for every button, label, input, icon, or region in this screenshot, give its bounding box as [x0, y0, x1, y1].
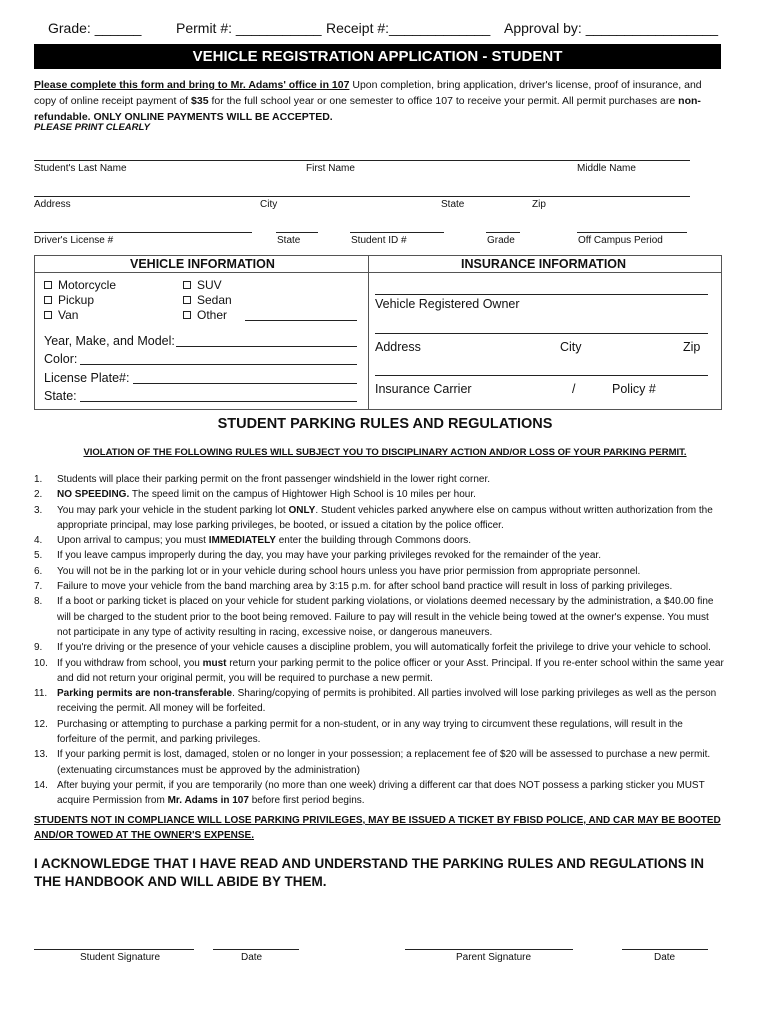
compliance-warning: STUDENTS NOT IN COMPLIANCE WILL LOSE PARKING PRIVILEGES, MAY BE ISSUED A TICKET BY FBISD POLICE, AND CAR MAY BE BOOTED AND/OR TOWED AT THE OWNER'S EXPENSE. [34, 815, 721, 841]
ins-city-label: City [560, 340, 582, 354]
student-signature-line[interactable] [34, 949, 194, 950]
rule-item [34, 686, 724, 717]
rule-text: If you withdraw from school, you must return your parking permit to the police officer or your Asst. Principal. If you re-enter school within the same year and did not return your original permit, you will be required to purchase a new permit. [57, 657, 724, 684]
last-name-label: Student's Last Name [34, 163, 127, 174]
name-line[interactable] [34, 160, 690, 161]
rule-item [34, 640, 724, 655]
color-label: Color: [44, 352, 78, 366]
intro-paragraph [34, 77, 724, 125]
rule-text: If a boot or parking ticket is placed on your vehicle for student parking violations, or violations deemed necessary by the administration, a $40.00 fine will be charged to the student prior to the boot being removed. Failure to pay will result in the vehicle being towed at the owner's expense. You must not participate in any type of activity resulting in racing, excessive noise, or dangerous maneuvers. [57, 596, 714, 638]
color-line[interactable] [80, 364, 357, 365]
rules-title: STUDENT PARKING RULES AND REGULATIONS [217, 416, 553, 432]
checkbox-icon[interactable] [44, 296, 52, 304]
rule-number: 2. [34, 489, 43, 501]
intro-nonrefundable: non-refundable. ONLY ONLINE PAYMENTS WILL BE ACCEPTED. [34, 95, 701, 123]
registered-owner-label: Vehicle Registered Owner [375, 297, 520, 311]
off-campus-line[interactable] [577, 232, 687, 233]
intro-text-2: for the full school year or one semester to office 107 to receive your permit. All permit purchases are [208, 95, 679, 107]
rule-number: 4. [34, 535, 43, 547]
rule-item [34, 487, 724, 502]
parent-date-label: Date [654, 952, 676, 963]
rule-number: 7. [34, 581, 43, 593]
vehicle-state-label: State: [44, 389, 77, 403]
carrier-slash: / [572, 382, 576, 396]
address-line[interactable] [34, 196, 690, 197]
license-plate-label: License Plate#: [44, 371, 130, 385]
other-line[interactable] [245, 320, 357, 321]
carrier-line[interactable] [375, 375, 708, 376]
off-campus-label: Off Campus Period [578, 235, 663, 246]
permit-field[interactable]: Permit #: ___________ [176, 20, 322, 36]
rule-item [34, 564, 724, 579]
checkbox-icon[interactable] [44, 311, 52, 319]
rule-number: 6. [34, 565, 43, 577]
form-title: VEHICLE REGISTRATION APPLICATION - STUDENT [34, 44, 721, 69]
acknowledgement: I ACKNOWLEDGE THAT I HAVE READ AND UNDERSTAND THE PARKING RULES AND REGULATIONS IN THE HANDBOOK AND WILL ABIDE BY THEM. [34, 856, 704, 889]
option-suv[interactable]: SUV [183, 278, 222, 292]
rule-item [34, 472, 724, 487]
rule-text: NO SPEEDING. The speed limit on the campus of Hightower High School is 10 miles per hour. [57, 489, 476, 501]
rule-item [34, 747, 724, 778]
rule-number: 12. [34, 718, 48, 730]
grade-field[interactable]: Grade: ______ [48, 20, 142, 36]
insurance-carrier-label: Insurance Carrier [375, 382, 472, 396]
grade-line[interactable] [486, 232, 520, 233]
rule-number: 14. [34, 779, 48, 791]
rule-item [34, 579, 724, 594]
intro-amount: $35 [191, 95, 209, 107]
rule-text: Students will place their parking permit on the front passenger windshield in the lower right corner. [57, 474, 491, 485]
ins-address-line[interactable] [375, 333, 708, 334]
insurance-info-heading: INSURANCE INFORMATION [461, 257, 627, 271]
license-state-line[interactable] [276, 232, 318, 233]
vehicle-state-line[interactable] [80, 401, 357, 402]
receipt-field[interactable]: Receipt #:_____________ [326, 20, 491, 36]
rule-number: 10. [34, 657, 48, 669]
rule-item [34, 548, 724, 563]
option-other[interactable]: Other [183, 308, 227, 322]
rule-number: 8. [34, 596, 43, 608]
policy-label: Policy # [612, 382, 656, 396]
city-label: City [260, 199, 278, 210]
option-van[interactable]: Van [44, 308, 78, 322]
rule-number: 13. [34, 749, 48, 761]
middle-name-label: Middle Name [577, 163, 636, 174]
rule-item [34, 533, 724, 548]
rule-number: 3. [34, 504, 43, 516]
parent-signature-label: Parent Signature [456, 952, 532, 963]
rule-number: 11. [34, 688, 48, 700]
rule-item [34, 717, 724, 748]
rule-number: 5. [34, 550, 43, 562]
drivers-license-line[interactable] [34, 232, 252, 233]
print-clearly-note: PLEASE PRINT CLEARLY [34, 122, 150, 133]
grade-label: Grade [487, 235, 515, 246]
rule-text: If you leave campus improperly during the day, you may have your parking privileges revoked for the remainder of the year. [57, 550, 601, 562]
rule-item [34, 656, 724, 687]
option-sedan[interactable]: Sedan [183, 293, 232, 307]
ins-address-label: Address [375, 340, 421, 354]
parent-date-line[interactable] [622, 949, 708, 950]
rule-item [34, 778, 724, 809]
rule-text: Upon arrival to campus; you must IMMEDIATELY enter the building through Commons doors. [57, 535, 472, 547]
address-label: Address [34, 199, 71, 210]
rule-text: Failure to move your vehicle from the band marching area by 3:15 p.m. for after school band practice will result in loss of parking privileges. [57, 581, 673, 593]
checkbox-icon[interactable] [183, 281, 191, 289]
box-header-rule [34, 272, 722, 273]
checkbox-icon[interactable] [183, 296, 191, 304]
rule-number: 1. [34, 474, 43, 485]
ins-zip-label: Zip [683, 340, 701, 354]
rule-text: Parking permits are non-transferable. Sharing/copying of permits is prohibited. All parties involved will lose parking privileges as well as the person receiving the permit. All money will be forfeited. [57, 688, 717, 715]
rule-text: Purchasing or attempting to purchase a parking permit for a non-student, or in any way trying to circumvent these regulations, will result in the forfeiture of the permit, and parking privileges. [57, 718, 683, 746]
checkbox-icon[interactable] [183, 311, 191, 319]
approval-field[interactable]: Approval by: _________________ [504, 20, 719, 36]
rule-item [34, 594, 724, 640]
intro-instruction: Please complete this form and bring to Mr. Adams' office in 107 [34, 79, 350, 91]
rule-text: If you're driving or the presence of your vehicle causes a discipline problem, you will automatically forfeit the privilege to drive your vehicle to school. [57, 642, 711, 654]
state-label: State [441, 199, 465, 210]
student-signature-label: Student Signature [80, 952, 161, 963]
student-date-label: Date [241, 952, 263, 963]
zip-label: Zip [532, 199, 546, 210]
option-pickup[interactable]: Pickup [44, 293, 94, 307]
first-name-label: First Name [306, 163, 355, 174]
license-state-label: State [277, 235, 301, 246]
year-make-model-line[interactable] [176, 346, 357, 347]
parent-signature-line[interactable] [405, 949, 573, 950]
vehicle-info-heading: VEHICLE INFORMATION [130, 257, 275, 271]
rule-text: You will not be in the parking lot or in your vehicle during school hours unless you have prior permission from appropriate personnel. [57, 565, 641, 577]
student-id-label: Student ID # [351, 235, 407, 246]
rules-list [34, 472, 724, 809]
drivers-license-label: Driver's License # [34, 235, 114, 246]
intro-text-1: Upon completion, bring application, driver's license, proof of insurance, and copy of online receipt payment of [34, 79, 702, 107]
rule-text: After buying your permit, if you are temporarily (no more than one week) driving a different car that does NOT possess a parking sticker you MUST acquire Permission from Mr. Adams in 107 before first period begins. [57, 779, 705, 807]
rule-text: If your parking permit is lost, damaged, stolen or no longer in your possession; a replacement fee of $20 will be assessed to purchase a new permit. (extenuating circumstances must be approved by the administration) [57, 749, 711, 776]
violation-notice: VIOLATION OF THE FOLLOWING RULES WILL SUBJECT YOU TO DISCIPLINARY ACTION AND/OR LOSS OF YOUR PARKING PERMIT. [83, 447, 687, 458]
rule-number: 9. [34, 642, 43, 654]
year-make-model-label: Year, Make, and Model: [44, 334, 175, 348]
student-date-line[interactable] [213, 949, 299, 950]
checkbox-icon[interactable] [44, 281, 52, 289]
rule-text: You may park your vehicle in the student parking lot ONLY. Student vehicles parked anywhere else on campus without written authorization from the appropriate principal, may lose parking privileges, be booted, or issued a citation by the police officer. [57, 504, 713, 531]
license-plate-line[interactable] [133, 383, 357, 384]
student-id-line[interactable] [350, 232, 444, 233]
box-divider [368, 255, 369, 410]
option-motorcycle[interactable]: Motorcycle [44, 278, 116, 292]
rule-item [34, 503, 724, 534]
owner-line[interactable] [375, 294, 708, 295]
